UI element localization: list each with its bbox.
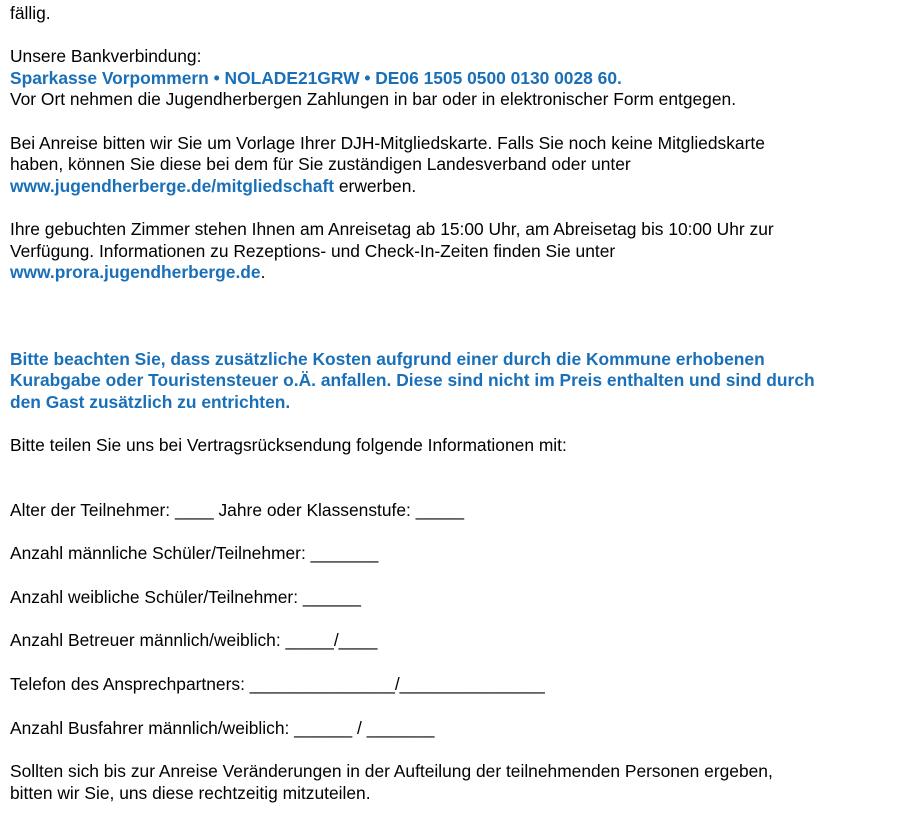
document-page bbox=[10, 3, 910, 804]
field-age: Alter der Teilnehmer: ____ Jahre oder Klassenstufe: _____ bbox=[10, 499, 465, 520]
membership-line-2: haben, können Sie diese bei dem für Sie zuständigen Landesverband oder unter bbox=[10, 154, 631, 175]
membership-link-line bbox=[10, 176, 910, 198]
membership-link[interactable]: www.jugendherberge.de/mitgliedschaft bbox=[10, 175, 335, 196]
spacer bbox=[10, 284, 910, 349]
prora-link[interactable]: www.prora.jugendherberge.de bbox=[10, 262, 261, 283]
field-bus-drivers: Anzahl Busfahrer männlich/weiblich: ______ / _______ bbox=[10, 717, 435, 738]
closing-line-1: Sollten sich bis zur Anreise Veränderungen in der Aufteilung der teilnehmenden Personen ergeben, bbox=[10, 761, 773, 782]
faellig-text: fällig. bbox=[10, 3, 51, 23]
spacer bbox=[10, 696, 910, 718]
rooms-line-1: Ihre gebuchten Zimmer stehen Ihnen am Anreisetag ab 15:00 Uhr, am Abreisetag bis 10:00 Uhr zur bbox=[10, 218, 774, 239]
spacer bbox=[10, 739, 910, 761]
bank-details: Sparkasse Vorpommern • NOLADE21GRW • DE06 1505 0500 0130 0028 60. bbox=[10, 67, 622, 88]
payment-note: Vor Ort nehmen die Jugendherbergen Zahlungen in bar oder in elektronischer Form entgegen. bbox=[10, 89, 737, 110]
rooms-link-line bbox=[10, 262, 910, 284]
spacer bbox=[10, 197, 910, 219]
notice-line-1: Bitte beachten Sie, dass zusätzliche Kosten aufgrund einer durch die Kommune erhobenen bbox=[10, 348, 765, 369]
field-supervisors: Anzahl Betreuer männlich/weiblich: _____/____ bbox=[10, 630, 378, 651]
spacer bbox=[10, 565, 910, 587]
closing-line-2: bitten wir Sie, uns diese rechtzeitig mitzuteilen. bbox=[10, 782, 371, 803]
spacer bbox=[10, 111, 910, 133]
form-intro: Bitte teilen Sie uns bei Vertragsrücksendung folgende Informationen mit: bbox=[10, 434, 567, 455]
spacer bbox=[10, 652, 910, 674]
spacer bbox=[10, 25, 910, 47]
prora-link-suffix: . bbox=[260, 262, 266, 283]
membership-line-1: Bei Anreise bitten wir Sie um Vorlage Ihrer DJH-Mitgliedskarte. Falls Sie noch keine Mitgliedskarte bbox=[10, 132, 765, 153]
rooms-line-2: Verfügung. Informationen zu Rezeptions- und Check-In-Zeiten finden Sie unter bbox=[10, 240, 616, 261]
membership-link-suffix: erwerben. bbox=[334, 175, 417, 196]
notice-line-2: Kurabgabe oder Touristensteuer o.Ä. anfallen. Diese sind nicht im Preis enthalten und sind durch bbox=[10, 370, 815, 391]
field-female-students: Anzahl weibliche Schüler/Teilnehmer: ______ bbox=[10, 586, 361, 607]
field-male-students: Anzahl männliche Schüler/Teilnehmer: _______ bbox=[10, 543, 379, 564]
notice-line-3: den Gast zusätzlich zu entrichten. bbox=[10, 391, 291, 412]
bank-heading: Unsere Bankverbindung: bbox=[10, 46, 202, 67]
spacer bbox=[10, 456, 910, 499]
spacer bbox=[10, 413, 910, 435]
spacer bbox=[10, 521, 910, 543]
spacer bbox=[10, 608, 910, 630]
field-contact-phone: Telefon des Ansprechpartners: _______________/_______________ bbox=[10, 674, 545, 695]
